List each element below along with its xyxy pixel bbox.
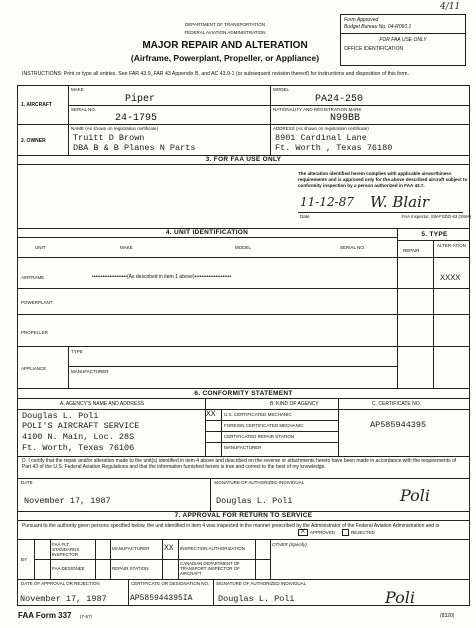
- approval-by-label: BY: [21, 557, 28, 562]
- aircraft-make: Piper: [125, 94, 156, 105]
- certificate-label: C. CERTIFICATE NO.: [372, 401, 421, 407]
- owner-name-2: DBA B & B Planes N Parts: [73, 143, 196, 153]
- type-section-title: 5. TYPE: [421, 231, 448, 238]
- row-airframe: AIRFRAME: [21, 275, 45, 280]
- rejected-label: REJECTED: [351, 530, 375, 535]
- kind-manufacturer: MANUFACTURER: [224, 445, 262, 450]
- aircraft-model: PA24-250: [315, 94, 364, 105]
- form-title: MAJOR REPAIR AND ALTERATION: [142, 40, 308, 51]
- col-repair: REPAIR: [403, 248, 420, 253]
- agency-name-1: Douglas L. Poli: [22, 411, 99, 421]
- row-propeller: PROPELLER: [21, 330, 49, 335]
- owner-name-1: Truitt D Brown: [73, 133, 145, 143]
- approval-section-title: 7. APPROVAL FOR RETURN TO SERVICE: [174, 512, 313, 519]
- row-appliance: APPLIANCE: [21, 366, 47, 371]
- approval-signer-name: Douglas L. Poli: [218, 594, 295, 604]
- airframe-description: ••••••••••••••••••••(As described in item 1 above)•••••••••••••••••••••: [92, 274, 232, 280]
- appliance-type-label: TYPE: [71, 349, 83, 354]
- kind-us-mechanic-mark: XX: [206, 410, 216, 419]
- faa-designee: FAA DESIGNEE: [52, 566, 85, 571]
- owner-address-1: 8901 Cardinal Lane: [275, 133, 367, 143]
- approved-label: APPROVED: [310, 530, 336, 535]
- budget-bureau: Budget Bureau No. 04-R060.1: [344, 24, 412, 30]
- instructions: INSTRUCTIONS: Print or type all entries. See FAR 43.9, FAR 43 Appendix B, and AC 43.9-1 (or subsequent revision thereof) for instructions and disposition of this form.: [22, 71, 409, 77]
- repair-station-option: REPAIR STATION: [112, 566, 149, 571]
- dept-label: DEPARTMENT OF TRANSPORTATION: [185, 22, 265, 27]
- approval-signature: Poli: [385, 588, 415, 607]
- conformity-signer-name: Douglas L. Poli: [216, 496, 293, 506]
- approved-checkbox[interactable]: X: [298, 529, 308, 536]
- owner-label: 2. OWNER: [21, 138, 46, 144]
- unit-section-title: 4. UNIT IDENTIFICATION: [165, 229, 249, 236]
- agency-name-2: POLI'S AIRCRAFT SERVICE: [22, 421, 140, 431]
- approval-date-label: DATE OF APPROVAL OR REJECTION: [21, 581, 100, 586]
- appliance-manufacturer-label: MANUFACTURER: [71, 369, 109, 374]
- manufacturer-option: MANUFACTURER: [112, 546, 150, 551]
- canadian-inspector: CANADIAN DEPARTMENT OF TRANSPORT INSPECTOR OF AIRCRAFT: [180, 561, 240, 576]
- owner-address-label: ADDRESS (As shown on registration certificate): [273, 126, 369, 131]
- agency-name-label: A. AGENCY'S NAME AND ADDRESS: [60, 401, 145, 407]
- make-label: MAKE: [71, 87, 84, 92]
- faa-inspector-signature: W. Blair: [370, 193, 430, 211]
- serial-label: SERIAL NO.: [71, 107, 97, 112]
- col-unit: UNIT: [35, 245, 46, 250]
- airframe-alteration-mark: XXXX: [440, 273, 461, 283]
- approval-statement: Pursuant to the authority given persons specified below, the unit identified in item 4 was inspected in the manner prescribed by the Administrator of the Federal Aviation Administration and is: [22, 523, 440, 529]
- aircraft-label: 1. AIRCRAFT: [21, 102, 52, 108]
- conformity-section-title: 6. CONFORMITY STATEMENT: [194, 390, 293, 397]
- faa-section-title: 3. FOR FAA USE ONLY: [205, 156, 282, 163]
- agency-certificate-no: AP585944395: [370, 420, 427, 430]
- faa-approval-date: 11-12-87: [300, 195, 354, 209]
- owner-address-2: Ft. Worth , Texas 76180: [275, 143, 393, 153]
- form-number: FAA Form 337: [18, 611, 72, 620]
- conformity-signature-label: SIGNATURE OF AUTHORIZED INDIVIDUAL: [214, 480, 305, 485]
- form-subtitle: (Airframe, Powerplant, Propeller, or Appliance): [130, 53, 320, 63]
- form-approved: Form Approved: [344, 17, 379, 23]
- faa-stamp-line-1: The alteration identified herein complies with applicable airworthiness: [298, 171, 452, 176]
- col-alteration: ALTER-ATION: [436, 243, 467, 248]
- rejected-checkbox[interactable]: [342, 529, 349, 536]
- form-date: (7-67): [80, 614, 93, 619]
- aircraft-registration: N99BB: [330, 113, 361, 124]
- faa-flight-standards: FAA FLT. STANDARDS INSPECTOR: [52, 542, 80, 557]
- agency-kind-label: B. KIND OF AGENCY: [270, 401, 319, 407]
- approval-cert-no: AP585944395IA: [130, 594, 193, 603]
- faa-date-label: Date: [300, 214, 310, 219]
- owner-name-label: NAME (As shown on registration certificate): [71, 126, 159, 131]
- faa-stamp-line-2: requirements and is approved only for the above described aircraft subject to: [298, 177, 468, 182]
- faa-stamp-line-3: conformity inspection by a person authorized in FAA 43.7.: [298, 183, 425, 188]
- conformity-signature: Poli: [400, 486, 430, 505]
- other-specify: OTHER (Specify): [272, 542, 307, 547]
- col-serial: SERIAL NO.: [340, 245, 366, 250]
- conformity-date-label: DATE: [21, 480, 33, 485]
- certify-statement: D. I certify that the repair and/or alteration made to the unit(s) identified in item 4 above and described on the reverse or attachments hereto have been made in accordance with the requirements of Part 43 of the U.S. Federal Aviation Regulations and that the information furnished herein is true and correct to the best of my knowledge.: [22, 458, 457, 470]
- faa-inspector-label: FAA Inspector, SW-FSDO-63 (SWA): [402, 214, 472, 219]
- agency-address-2: Ft. Worth, Texas 76106: [22, 443, 135, 453]
- kind-us-mechanic: U.S. CERTIFICATED MECHANIC: [224, 412, 292, 417]
- inspection-auth-mark: XX: [164, 544, 174, 553]
- inspection-authorization: INSPECTION AUTHORIZATION: [180, 546, 245, 551]
- aircraft-serial: 24-1795: [115, 113, 158, 124]
- col-make: MAKE: [120, 245, 133, 250]
- approval-signature-label: SIGNATURE OF AUTHORIZED INDIVIDUAL: [216, 581, 307, 586]
- row-powerplant: POWERPLANT: [21, 300, 53, 305]
- approval-date: November 17, 1987: [20, 594, 107, 604]
- conformity-date: November 17, 1987: [24, 496, 111, 506]
- approval-cert-label: CERTIFICATE OR DESIGNATION NO.: [131, 581, 210, 586]
- nat-label: NATIONALITY AND REGISTRATION MARK: [273, 107, 362, 112]
- kind-repair-station: CERTIFICATED REPAIR STATION: [224, 434, 295, 439]
- corner-mark: 4/11: [440, 2, 461, 12]
- agency-address-1: 4100 N. Main, Loc. 28S: [22, 432, 135, 442]
- office-id-label: OFFICE IDENTIFICATION: [344, 46, 404, 52]
- faa-use-label: FOR FAA USE ONLY: [379, 37, 427, 43]
- agency-label: FEDERAL AVIATION ADMINISTRATION: [184, 30, 266, 35]
- model-label: MODEL: [273, 87, 290, 92]
- kind-foreign-mechanic: FOREIGN CERTIFICATED MECHANIC: [224, 423, 304, 428]
- form-code: (8320): [440, 613, 455, 619]
- col-model: MODEL: [235, 245, 252, 250]
